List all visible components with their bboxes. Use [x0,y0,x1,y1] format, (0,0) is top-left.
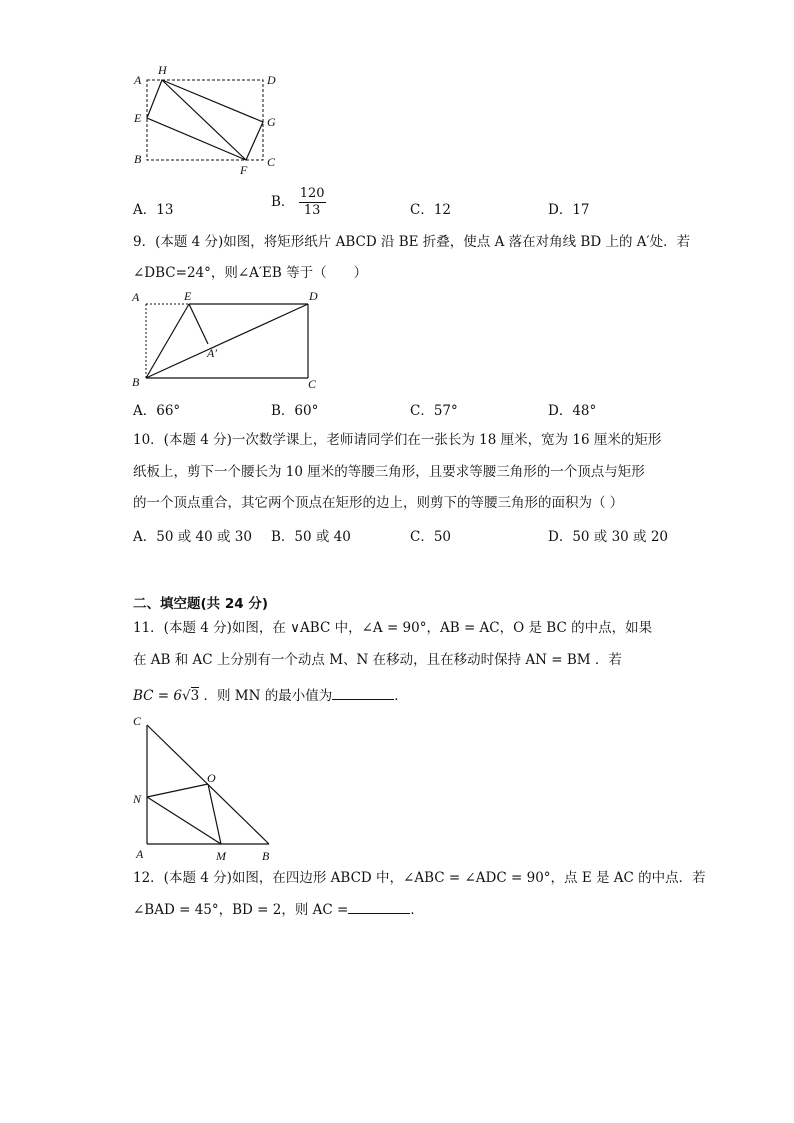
q11-text-tail: ．则 MN 的最小值为 [203,688,333,704]
fig8-rectangle [147,80,263,160]
q12-text: ∠BAD = 45°，BD = 2，则 AC = [133,902,349,918]
figure-q9 [128,287,328,391]
q11-radicand: 3 [190,688,200,704]
q11-expr-bc: BC = 6 [133,688,182,704]
q11-end: ． [394,688,408,704]
fig9-label-a-prime: A′ [207,346,217,360]
q10-option-a: A．50 或 40 或 30 [133,529,252,545]
q11-line-3 [133,685,408,706]
fig11-label-c: C [133,714,142,728]
fig9-be [146,304,189,378]
q8-option-b [271,186,326,219]
section-title: 二、填空题(共 24 分) [133,596,269,612]
fig11-label-m: M [216,849,226,863]
fig8-label-c: C [267,155,276,169]
q11-answer-blank[interactable] [332,685,394,700]
fig9-label-b: B [132,375,140,389]
figure-q8 [128,62,288,177]
q10-option-c: C．50 [410,529,452,545]
fig8-label-g: G [267,115,276,129]
q8-option-a: A．13 [133,202,174,218]
q9-option-a: A．66° [133,403,181,419]
fig8-label-a: A [134,73,142,87]
fig11-label-b: B [262,849,270,863]
q10-line-3: 的一个顶点重合，其它两个顶点在矩形的边上，则剪下的等腰三角形的面积为（ ） [133,495,624,511]
fig8-label-b: B [134,152,142,166]
q9-option-b: B．60° [271,403,319,419]
fig11-om [208,784,221,844]
fraction-denominator: 13 [303,203,321,218]
fig11-no [147,784,208,797]
q10-line-2: 纸板上，剪下一个腰长为 10 厘米的等腰三角形，且要求等腰三角形的一个顶点与矩形 [133,464,645,480]
fraction-numerator: 120 [299,186,325,201]
fig9-label-e: E [184,289,192,303]
fig11-label-n: N [133,792,142,806]
fig11-nm [147,797,221,844]
fig9-label-a: A [132,290,140,304]
figure-q11 [128,710,288,866]
q10-option-b: B．50 或 40 [271,529,351,545]
q8-option-b-prefix: B． [271,194,295,210]
q12-line-2 [133,899,424,920]
fig9-ea1 [189,304,208,344]
q9-line-1: 9．(本题 4 分)如图，将矩形纸片 ABCD 沿 BE 折叠，使点 A 落在对角线 BD 上的 A′处．若 [133,234,691,250]
q9-option-c: C．57° [410,403,458,419]
q12-end: ． [410,902,424,918]
fig8-label-f: F [240,163,248,177]
q8-option-b-fraction [299,186,326,219]
q9-line-2: ∠DBC=24°，则∠A′EB 等于（ ） [133,265,368,281]
fig9-bd [146,304,308,378]
q8-option-d: D．17 [548,202,590,218]
q10-line-1: 10．(本题 4 分)一次数学课上，老师请同学们在一张长为 18 厘米，宽为 16 厘米的矩形 [133,432,662,448]
fig8-label-d: D [267,73,276,87]
fig8-label-h: H [158,63,167,77]
q11-line-1: 11．(本题 4 分)如图，在 ∨ABC 中，∠A = 90°，AB = AC，O 是 BC 的中点，如果 [133,620,653,636]
fig9-label-c: C [308,377,317,391]
fig8-quadrilateral [147,80,263,160]
q10-option-d: D．50 或 30 或 20 [548,529,669,545]
fig9-label-d: D [309,289,318,303]
fig11-label-o: O [207,771,216,785]
q12-answer-blank[interactable] [348,899,410,914]
sqrt-symbol: √ [181,688,191,704]
q9-option-d: D．48° [548,403,597,419]
q8-option-c: C．12 [410,202,452,218]
q11-line-2: 在 AB 和 AC 上分别有一个动点 M、N 在移动，且在移动时保持 AN = BM ．若 [133,652,622,668]
fig11-label-a: A [136,847,144,861]
fig8-label-e: E [134,111,142,125]
q12-line-1: 12．(本题 4 分)如图，在四边形 ABCD 中，∠ABC = ∠ADC = 90°，点 E 是 AC 的中点．若 [133,870,706,886]
fig8-line-hf [162,80,246,160]
